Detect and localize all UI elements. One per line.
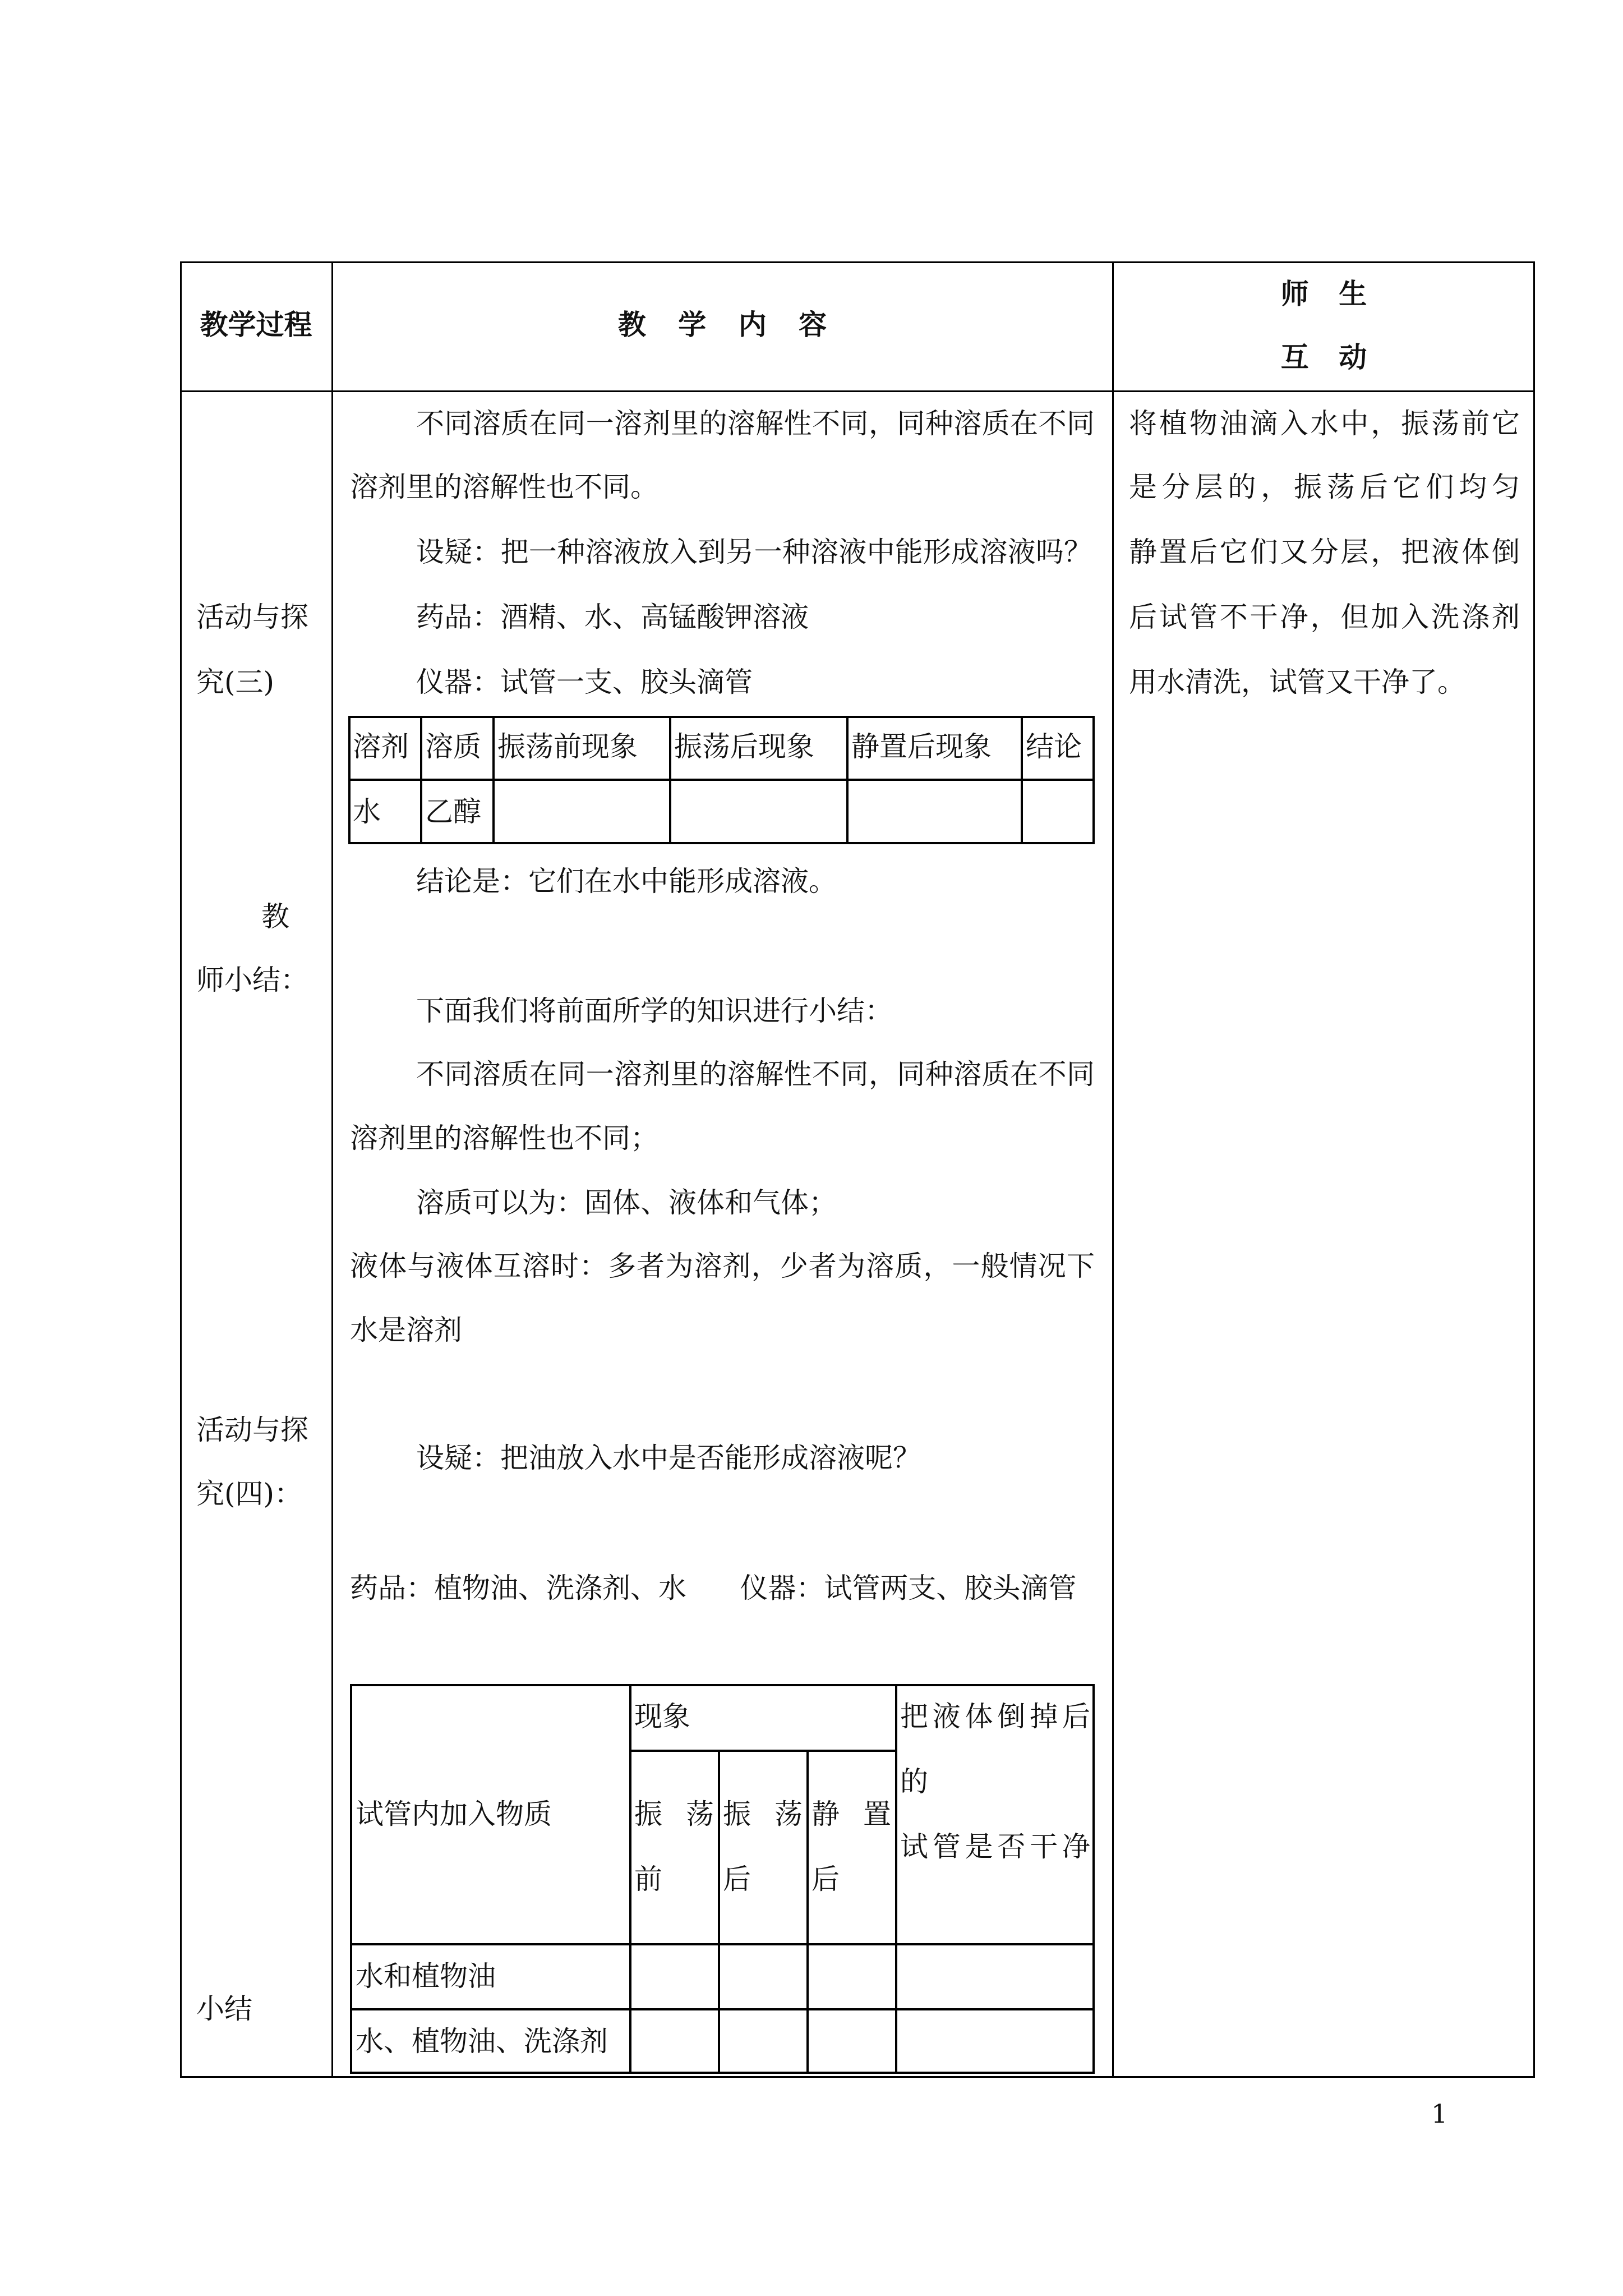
content-summary-intro: 下面我们将前面所学的知识进行小结： [416,995,893,1027]
experiment-table-1-col-divider [669,716,671,844]
table1-cell-solute: 乙醇 [425,795,481,828]
table2-header-clean-line1: 把液体倒掉后 [900,1700,1090,1733]
header-interaction-line1: 师 生 [1280,277,1367,310]
table1-header-solute: 溶质 [425,730,481,763]
experiment-table-1-col-divider [420,716,422,844]
table1-cell-solvent: 水 [353,795,381,828]
table1-header-solvent: 溶剂 [353,730,409,763]
experiment-table-2-phenomenon-divider [629,1750,896,1752]
interaction-text-line3: 静置后它们又分层，把液体倒 [1129,536,1520,568]
label-activity3-line1: 活动与探 [196,601,308,633]
content-paragraph1-line2: 溶剂里的溶解性也不同。 [350,471,658,503]
content-summary3-line2: 水是溶剂 [350,1314,462,1346]
experiment-table-2-col-divider [895,1684,897,2074]
table1-header-before-shaking: 振荡前现象 [497,730,638,763]
table2-header-clean-line2: 的 [900,1765,928,1798]
label-summary: 小结 [196,1993,252,2025]
table2-header-clean-line3: 试管是否干净 [900,1830,1090,1863]
content-instruments1: 仪器：试管一支、胶头滴管 [416,666,753,698]
content-summary1-line2: 溶剂里的溶解性也不同； [350,1122,658,1154]
column-divider-process [331,261,333,2078]
table2-header-after-line1: 振 荡 [723,1798,803,1830]
table1-header-after-shaking: 振荡后现象 [674,730,814,763]
table2-row-water-oil-detergent: 水、植物油、洗涤剂 [356,2025,608,2058]
content-paragraph1-line1: 不同溶质在同一溶剂里的溶解性不同，同种溶质在不同 [416,407,1095,440]
content-question2: 设疑：把油放入水中是否能形成溶液呢？ [416,1442,921,1474]
page-number: 1 [1431,2099,1448,2129]
interaction-text-line4: 后试管不干净，但加入洗涤剂 [1129,601,1520,633]
experiment-table-1-col-divider [1021,716,1023,844]
table2-header-before-line1: 振 荡 [634,1798,714,1830]
header-process: 教学过程 [200,308,312,341]
interaction-text-line5: 用水清洗，试管又干净了。 [1129,666,1465,698]
content-drugs-instruments2: 药品：植物油、洗涤剂、水 仪器：试管两支、胶头滴管 [350,1572,1077,1604]
content-drugs1: 药品：酒精、水、高锰酸钾溶液 [416,601,809,633]
interaction-text-line1: 将植物油滴入水中，振荡前它 [1129,407,1520,440]
experiment-table-2-col-divider [718,1750,720,2074]
label-activity4-line2: 究(四)： [196,1478,303,1510]
experiment-table-2-col-divider [806,1750,809,2074]
table1-header-conclusion: 结论 [1026,730,1082,763]
table2-header-standing-line1: 静 置 [811,1798,891,1830]
experiment-table-1-col-divider [846,716,849,844]
experiment-table-1-col-divider [492,716,495,844]
table2-row-water-oil: 水和植物油 [356,1960,496,1993]
header-content: 教 学 内 容 [617,308,827,341]
content-summary2: 溶质可以为：固体、液体和气体； [416,1186,837,1219]
content-summary1-line1: 不同溶质在同一溶剂里的溶解性不同，同种溶质在不同 [416,1058,1095,1091]
interaction-text-line2: 是分层的，振荡后它们均匀 [1129,471,1520,503]
content-conclusion1: 结论是：它们在水中能形成溶液。 [416,865,837,898]
table2-header-before-line2: 前 [634,1863,662,1895]
table1-header-after-standing: 静置后现象 [851,730,992,763]
label-activity3-line2: 究(三) [196,666,275,698]
label-activity4-line1: 活动与探 [196,1414,308,1446]
column-divider-content [1112,261,1114,2078]
label-teacher-summary-line1: 教 [261,900,289,933]
header-interaction-line2: 互 动 [1280,341,1367,374]
table2-header-standing-line2: 后 [811,1863,840,1895]
table2-header-phenomenon: 现象 [634,1700,690,1733]
content-summary3-line1: 液体与液体互溶时：多者为溶剂，少者为溶质，一般情况下 [350,1250,1095,1282]
table2-header-after-line2: 后 [723,1863,751,1895]
content-question1: 设疑：把一种溶液放入到另一种溶液中能形成溶液吗？ [416,536,1092,568]
experiment-table-2-col-divider [629,1684,631,2074]
table2-header-substance: 试管内加入物质 [356,1798,552,1830]
label-teacher-summary-line2: 师小结： [196,964,308,996]
